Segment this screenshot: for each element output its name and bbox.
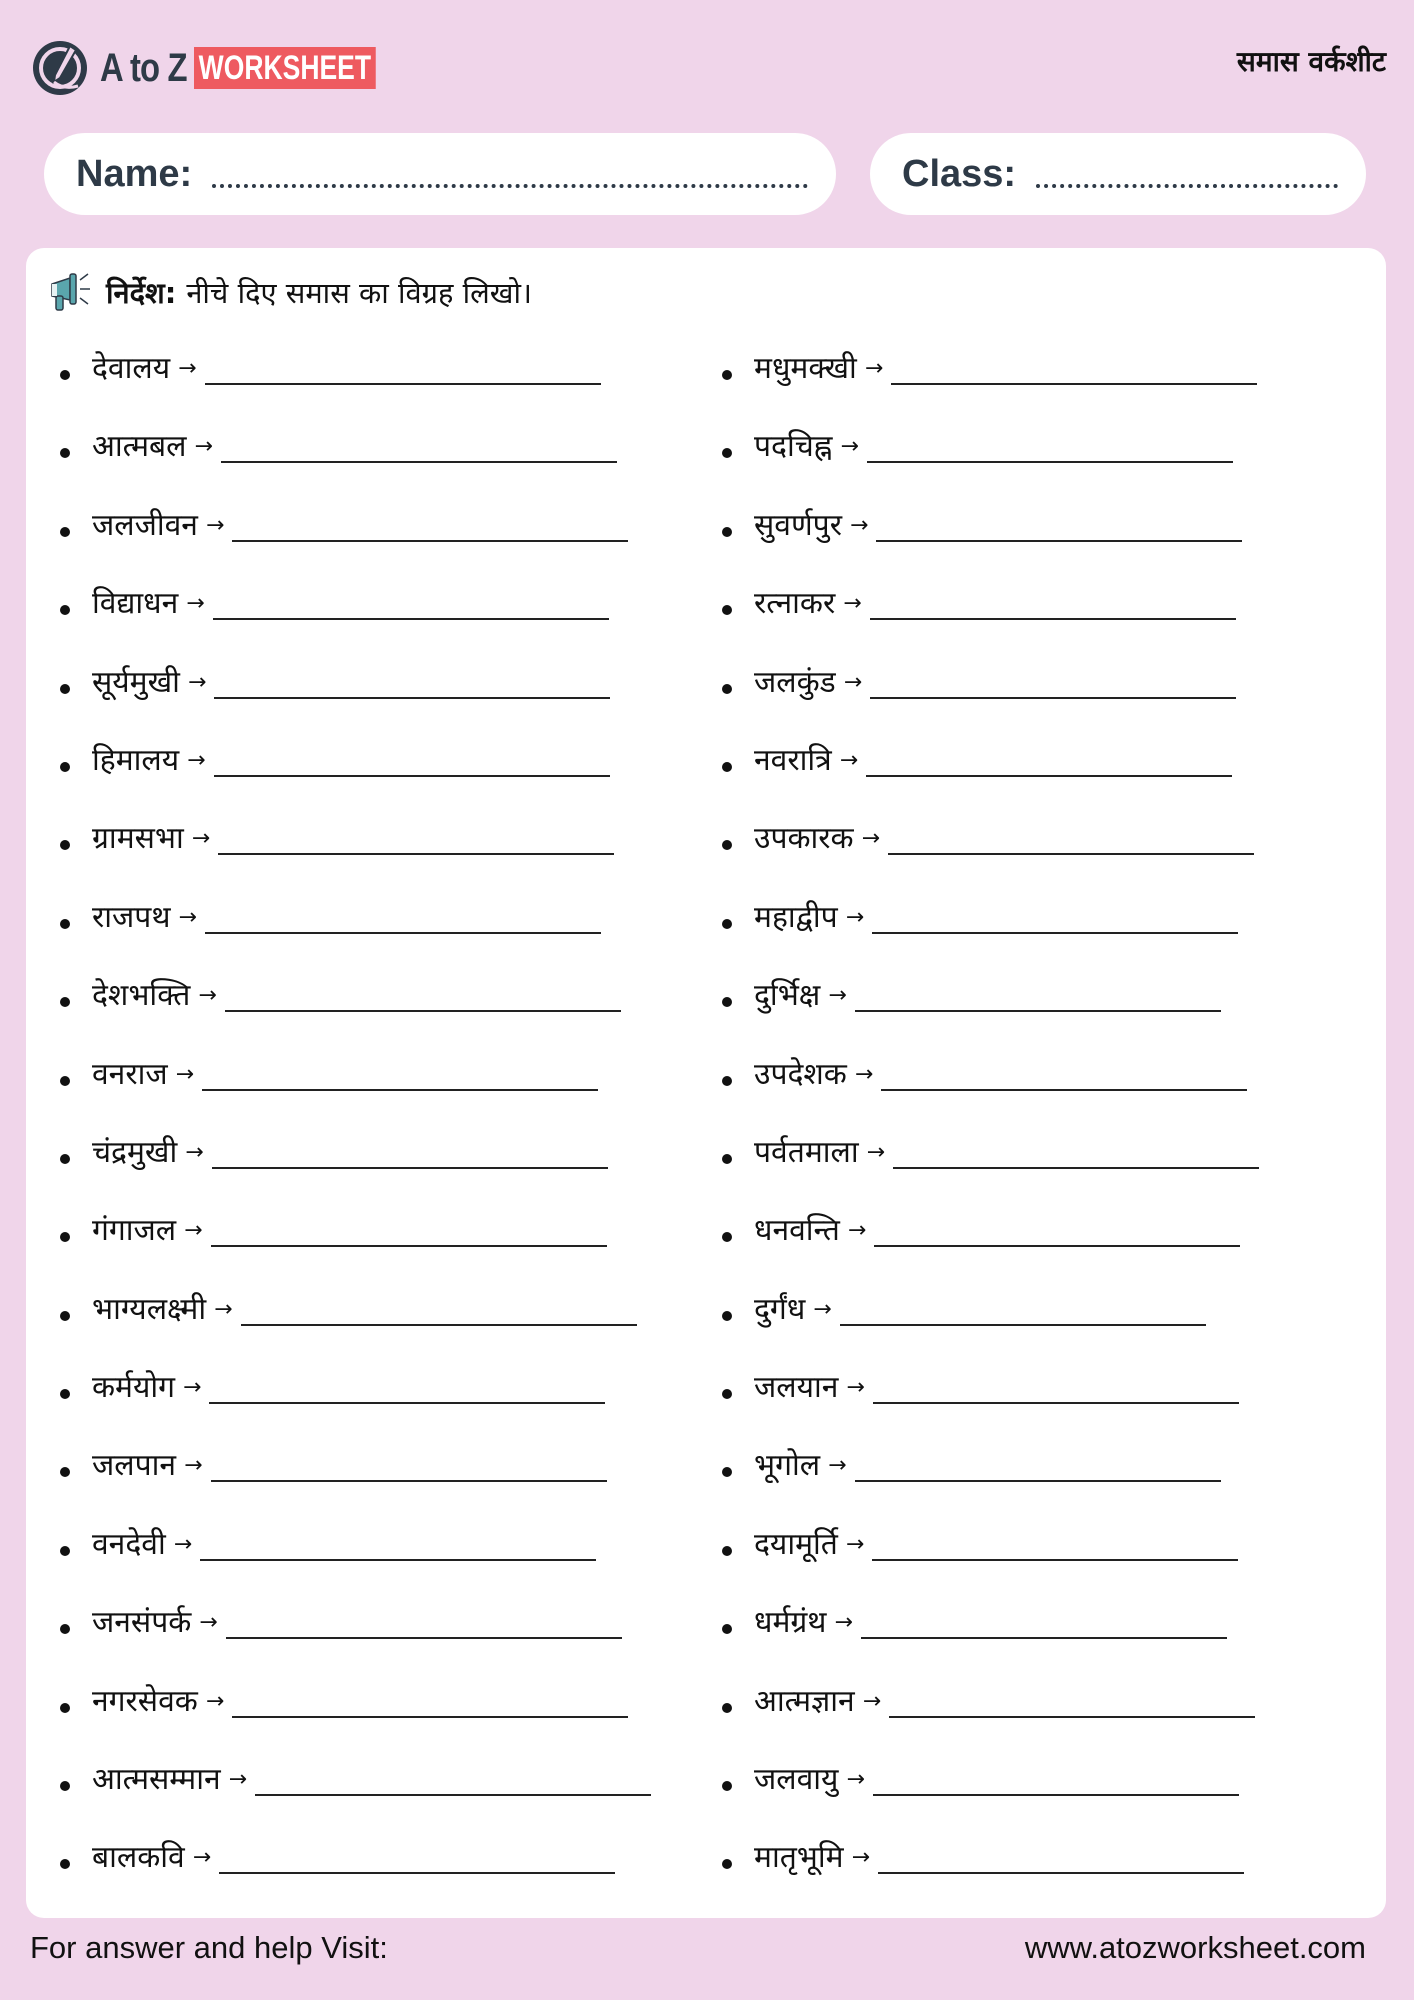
class-input-line[interactable]	[1036, 184, 1338, 188]
arrow-icon: →	[851, 1845, 871, 1871]
footer-help-text: For answer and help Visit:	[30, 1930, 388, 1965]
bullet-icon	[60, 1467, 70, 1477]
bullet-icon	[722, 1154, 732, 1164]
bullet-icon	[722, 1781, 732, 1791]
samas-word: पदचिह्न	[754, 429, 833, 465]
arrow-icon: →	[173, 1531, 193, 1557]
bullet-icon	[60, 605, 70, 615]
list-item	[722, 1445, 1259, 1523]
arrow-icon: →	[199, 1610, 218, 1636]
arrow-icon: →	[183, 1375, 202, 1401]
bullet-icon	[722, 1232, 732, 1242]
samas-word: नगरसेवक	[92, 1683, 198, 1719]
list-item	[60, 1289, 651, 1367]
list-item	[722, 662, 1259, 740]
bullet-icon	[722, 997, 732, 1007]
list-item	[60, 1681, 651, 1759]
logo-text: A to Z	[100, 45, 187, 90]
bullet-icon	[60, 840, 70, 850]
answer-blank[interactable]	[891, 383, 1257, 385]
answer-blank[interactable]	[232, 540, 628, 542]
bullet-icon	[60, 997, 70, 1007]
answer-blank[interactable]	[878, 1872, 1244, 1874]
answer-blank[interactable]	[873, 1794, 1239, 1796]
instruction-text: नीचे दिए समास का विग्रह लिखो।	[186, 275, 533, 310]
list-item	[60, 740, 651, 818]
samas-word: भूगोल	[754, 1448, 821, 1484]
samas-word: जलयान	[754, 1370, 839, 1406]
samas-word: दयामूर्ति	[754, 1526, 838, 1562]
answer-blank[interactable]	[874, 1245, 1240, 1247]
arrow-icon: →	[187, 669, 207, 695]
arrow-icon: →	[839, 747, 859, 773]
samas-word: वनदेवी	[92, 1526, 166, 1562]
answer-blank[interactable]	[870, 618, 1236, 620]
list-item	[722, 1054, 1259, 1132]
bullet-icon	[60, 762, 70, 772]
bullet-icon	[722, 1859, 732, 1869]
bullet-icon	[722, 370, 732, 380]
bullet-icon	[60, 448, 70, 458]
list-item	[722, 1289, 1259, 1367]
answer-blank[interactable]	[866, 775, 1232, 777]
answer-blank[interactable]	[212, 1167, 608, 1169]
arrow-icon: →	[834, 1610, 853, 1636]
samas-word: आत्मबल	[92, 429, 187, 465]
answer-blank[interactable]	[205, 383, 601, 385]
list-item	[722, 897, 1259, 975]
arrow-icon: →	[843, 669, 863, 695]
arrow-icon: →	[185, 1139, 204, 1165]
left-column	[60, 348, 651, 1916]
samas-word: ग्रामसभा	[92, 821, 184, 857]
list-item	[722, 1132, 1259, 1210]
samas-word: भाग्यलक्ष्मी	[92, 1291, 207, 1327]
instruction	[48, 270, 532, 314]
list-item	[60, 1602, 651, 1680]
samas-word: दुर्गंध	[754, 1291, 806, 1327]
bullet-icon	[60, 1232, 70, 1242]
samas-word: गंगाजल	[92, 1213, 177, 1249]
list-item	[722, 1367, 1259, 1445]
arrow-icon: →	[194, 434, 213, 460]
list-item	[60, 1367, 651, 1445]
arrow-icon: →	[846, 1375, 865, 1401]
samas-word: जलवायु	[754, 1762, 839, 1798]
list-item	[60, 1132, 651, 1210]
answer-blank[interactable]	[205, 932, 601, 934]
right-column	[722, 348, 1259, 1916]
answer-blank[interactable]	[211, 1480, 607, 1482]
list-item	[60, 897, 651, 975]
answer-blank[interactable]	[876, 540, 1242, 542]
arrow-icon: →	[828, 1453, 847, 1479]
bullet-icon	[60, 684, 70, 694]
arrow-icon: →	[861, 826, 881, 852]
list-item	[722, 1210, 1259, 1288]
answer-blank[interactable]	[226, 1637, 622, 1639]
bullet-icon	[60, 1154, 70, 1164]
samas-word: जलपान	[92, 1448, 177, 1484]
arrow-icon: →	[843, 591, 862, 617]
list-item	[722, 348, 1259, 426]
arrow-icon: →	[175, 1061, 195, 1087]
name-input-line[interactable]	[212, 184, 808, 188]
answer-blank[interactable]	[221, 461, 617, 463]
bullet-icon	[60, 1859, 70, 1869]
list-item	[60, 348, 651, 426]
class-field[interactable]	[870, 133, 1366, 215]
answer-blank[interactable]	[255, 1794, 651, 1796]
answer-blank[interactable]	[213, 618, 609, 620]
bullet-icon	[60, 1546, 70, 1556]
bullet-icon	[722, 1546, 732, 1556]
answer-blank[interactable]	[232, 1716, 628, 1718]
bullet-icon	[60, 370, 70, 380]
bullet-icon	[60, 1703, 70, 1713]
samas-word: मातृभूमि	[754, 1840, 844, 1876]
answer-blank[interactable]	[209, 1402, 605, 1404]
bullet-icon	[60, 1781, 70, 1791]
samas-word: धर्मग्रंथ	[754, 1605, 827, 1641]
answer-blank[interactable]	[889, 1716, 1255, 1718]
name-field[interactable]	[44, 133, 836, 215]
samas-word: महाद्वीप	[754, 899, 838, 935]
brand-logo	[30, 38, 427, 98]
worksheet-card	[26, 248, 1386, 1918]
list-item	[60, 505, 651, 583]
samas-word: जनसंपर्क	[92, 1605, 192, 1641]
list-item	[722, 740, 1259, 818]
arrow-icon: →	[205, 512, 225, 538]
bullet-icon	[722, 605, 732, 615]
samas-word: हिमालय	[92, 742, 180, 778]
arrow-icon: →	[187, 747, 206, 773]
arrow-icon: →	[864, 356, 884, 381]
samas-word: उपकारक	[754, 821, 854, 857]
samas-word: रत्नाकर	[754, 586, 836, 622]
arrow-icon: →	[847, 1218, 867, 1244]
answer-blank[interactable]	[861, 1637, 1227, 1639]
samas-word: जलजीवन	[92, 507, 198, 543]
arrow-icon: →	[849, 512, 869, 538]
arrow-icon: →	[178, 356, 197, 381]
list-item	[60, 583, 651, 661]
answer-blank[interactable]	[870, 697, 1236, 699]
megaphone-icon	[48, 270, 96, 314]
answer-blank[interactable]	[214, 775, 610, 777]
list-item	[722, 505, 1259, 583]
samas-word: चंद्रमुखी	[92, 1134, 178, 1170]
arrow-icon: →	[205, 1688, 225, 1714]
list-item	[722, 1837, 1259, 1915]
samas-word: नवरात्रि	[754, 742, 832, 778]
samas-word: जलकुंड	[754, 664, 836, 700]
arrow-icon: →	[840, 434, 859, 460]
pen-nib-logo-icon	[30, 38, 90, 98]
class-label: Class:	[902, 152, 1017, 195]
list-item	[60, 975, 651, 1053]
bullet-icon	[60, 1624, 70, 1634]
answer-blank[interactable]	[218, 853, 614, 855]
list-item	[722, 583, 1259, 661]
arrow-icon: →	[854, 1061, 874, 1087]
sheet-title: समास वर्कशीट	[1236, 45, 1386, 78]
bullet-icon	[722, 1076, 732, 1086]
arrow-icon: →	[862, 1688, 882, 1714]
bullet-icon	[60, 1389, 70, 1399]
samas-word: सूर्यमुखी	[92, 664, 180, 700]
bullet-icon	[722, 840, 732, 850]
bullet-icon	[60, 1311, 70, 1321]
list-item	[722, 1681, 1259, 1759]
answer-blank[interactable]	[872, 1559, 1238, 1561]
arrow-icon: →	[228, 1767, 248, 1793]
arrow-icon: →	[846, 1767, 865, 1793]
answer-blank[interactable]	[840, 1324, 1206, 1326]
arrow-icon: →	[178, 904, 197, 930]
answer-blank[interactable]	[867, 461, 1233, 463]
list-item	[60, 1210, 651, 1288]
arrow-icon: →	[866, 1139, 886, 1165]
arrow-icon: →	[186, 591, 205, 617]
samas-word: पर्वतमाला	[754, 1134, 859, 1170]
answer-blank[interactable]	[893, 1167, 1259, 1169]
answer-blank[interactable]	[241, 1324, 637, 1326]
samas-word: बालकवि	[92, 1840, 185, 1876]
samas-word: मधुमक्खी	[754, 351, 857, 386]
samas-word: सुवर्णपुर	[754, 507, 842, 543]
answer-blank[interactable]	[219, 1872, 615, 1874]
samas-word: राजपथ	[92, 899, 171, 935]
answer-blank[interactable]	[211, 1245, 607, 1247]
samas-word: वनराज	[92, 1056, 168, 1092]
bullet-icon	[60, 527, 70, 537]
arrow-icon: →	[845, 904, 865, 930]
bullet-icon	[722, 1624, 732, 1634]
bullet-icon	[722, 1389, 732, 1399]
list-item	[722, 1759, 1259, 1837]
arrow-icon: →	[198, 983, 217, 1009]
bullet-icon	[722, 1703, 732, 1713]
logo-badge: WORKSHEET	[194, 47, 376, 89]
arrow-icon: →	[845, 1531, 865, 1557]
arrow-icon: →	[192, 1845, 212, 1871]
arrow-icon: →	[184, 1218, 203, 1244]
bullet-icon	[722, 762, 732, 772]
arrow-icon: →	[214, 1296, 233, 1322]
bullet-icon	[60, 1076, 70, 1086]
samas-word: देवालय	[92, 351, 171, 386]
instruction-label: निर्देश:	[106, 275, 177, 310]
answer-blank[interactable]	[873, 1402, 1239, 1404]
arrow-icon: →	[813, 1296, 832, 1322]
list-item	[60, 426, 651, 504]
arrow-icon: →	[828, 983, 847, 1009]
list-item	[722, 1602, 1259, 1680]
bullet-icon	[722, 448, 732, 458]
samas-word: उपदेशक	[754, 1056, 847, 1092]
answer-blank[interactable]	[888, 853, 1254, 855]
samas-word: देशभक्ति	[92, 978, 191, 1014]
bullet-icon	[60, 919, 70, 929]
list-item	[60, 1837, 651, 1915]
list-item	[60, 1445, 651, 1523]
list-item	[722, 426, 1259, 504]
list-item	[60, 1759, 651, 1837]
answer-blank[interactable]	[872, 932, 1238, 934]
answer-blank[interactable]	[855, 1480, 1221, 1482]
list-item	[60, 1524, 651, 1602]
name-label: Name:	[76, 152, 193, 195]
answer-blank[interactable]	[225, 1010, 621, 1012]
arrow-icon: →	[184, 1453, 203, 1479]
footer-website-link[interactable]: www.atozworksheet.com	[1024, 1930, 1366, 1965]
list-item	[722, 818, 1259, 896]
bullet-icon	[722, 684, 732, 694]
arrow-icon: →	[191, 826, 211, 852]
samas-word: कर्मयोग	[92, 1370, 176, 1406]
list-item	[722, 975, 1259, 1053]
list-item	[60, 1054, 651, 1132]
list-item	[722, 1524, 1259, 1602]
samas-word: आत्मसम्मान	[92, 1762, 221, 1798]
answer-blank[interactable]	[200, 1559, 596, 1561]
answer-blank[interactable]	[202, 1089, 598, 1091]
samas-word: आत्मज्ञान	[754, 1683, 855, 1719]
bullet-icon	[722, 1467, 732, 1477]
samas-word: विद्याधन	[92, 586, 179, 622]
answer-blank[interactable]	[881, 1089, 1247, 1091]
bullet-icon	[722, 527, 732, 537]
list-item	[60, 662, 651, 740]
samas-word: दुर्भिक्ष	[754, 978, 821, 1014]
bullet-icon	[722, 1311, 732, 1321]
list-item	[60, 818, 651, 896]
bullet-icon	[722, 919, 732, 929]
samas-word: धनवन्ति	[754, 1213, 840, 1249]
answer-blank[interactable]	[855, 1010, 1221, 1012]
answer-blank[interactable]	[214, 697, 610, 699]
